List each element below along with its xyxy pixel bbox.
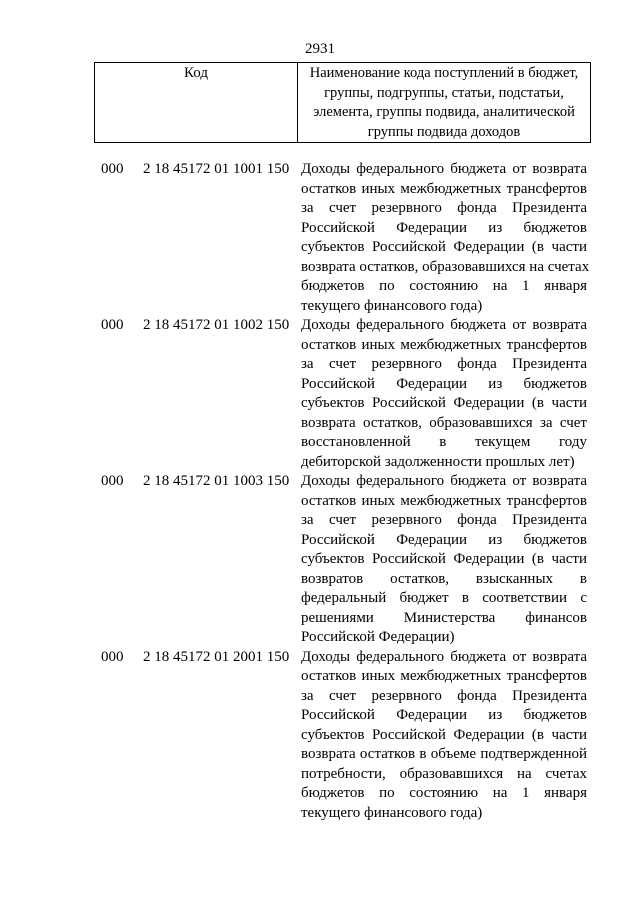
admin-code: 000 [101, 317, 124, 333]
table-row [0, 160, 640, 316]
table-body [0, 160, 640, 823]
revenue-code: 2 18 45172 01 1003 150 [143, 473, 290, 489]
table-row [0, 472, 640, 648]
header-name-label: Наименование кода поступлений в бюджет, группы, подгруппы, статьи, подстатьи, элемента, группы подвида, аналитической группы подвида доходов [309, 65, 579, 140]
revenue-code: 2 18 45172 01 1001 150 [143, 161, 290, 177]
revenue-description: Доходы федерального бюджета от возврата остатков иных межбюджетных трансфертов за счет резервного фонда Президента Российской Федерации из бюджетов субъектов Российской Федерации (в части возврата остатков, образовавшихся на счетах бюджетов по состоянию на 1 января текущего финансового года) [301, 161, 590, 314]
revenue-description: Доходы федерального бюджета от возврата остатков иных межбюджетных трансфертов за счет резервного фонда Президента Российской Федерации из бюджетов субъектов Российской Федерации (в части возврата остатков в объеме подтвержденной потребности, образовавшихся на счетах бюджетов по состоянию на 1 января текущего финансового года) [301, 648, 587, 821]
revenue-code: 2 18 45172 01 1002 150 [143, 317, 290, 333]
admin-code: 000 [101, 161, 124, 177]
page-number: 2931 [305, 41, 335, 57]
admin-code: 000 [101, 473, 124, 489]
admin-code: 000 [101, 648, 124, 665]
revenue-description: Доходы федерального бюджета от возврата остатков иных межбюджетных трансфертов за счет резервного фонда Президента Российской Федерации из бюджетов субъектов Российской Федерации (в части возвратов остатков, взысканных в федеральный бюджет в соответствии с решениями Министерства финансов Российской Федерации) [301, 473, 587, 645]
table-header [94, 62, 591, 143]
revenue-code: 2 18 45172 01 2001 150 [143, 648, 290, 665]
table-row [0, 648, 640, 824]
table-row [0, 316, 640, 472]
header-code-label: Код [95, 63, 298, 142]
revenue-description: Доходы федерального бюджета от возврата остатков иных межбюджетных трансфертов за счет резервного фонда Президента Российской Федерации из бюджетов субъектов Российской Федерации (в части возврата остатков, образовавшихся за счет восстановленной в текущем году дебиторской задолженности прошлых лет) [301, 317, 587, 470]
